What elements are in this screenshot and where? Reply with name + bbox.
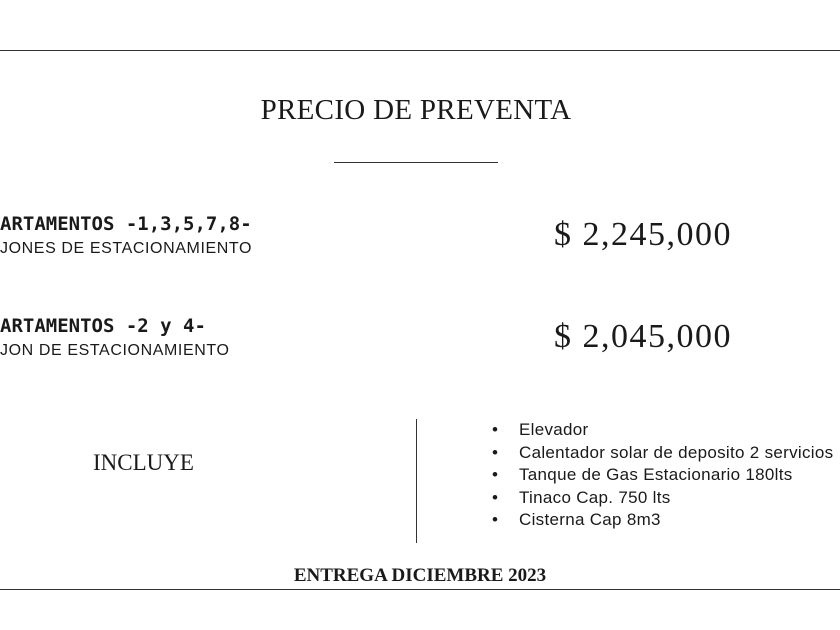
list-item <box>492 419 833 442</box>
bullet-icon: • <box>492 487 499 507</box>
feature-text: Tanque de Gas Estacionario 180lts <box>519 465 793 484</box>
includes-heading: INCLUYE <box>93 450 194 475</box>
list-item <box>492 442 833 465</box>
unit-detail-2: JON DE ESTACIONAMIENTO <box>0 342 230 359</box>
feature-text: Tinaco Cap. 750 lts <box>519 487 671 507</box>
features-list <box>492 419 833 532</box>
delivery-date: ENTREGA DICIEMBRE 2023 <box>293 565 547 586</box>
list-item <box>492 487 833 510</box>
list-item <box>492 464 833 487</box>
feature-text: Elevador <box>519 420 589 439</box>
unit-label-1: ARTAMENTOS -1,3,5,7,8- <box>0 213 252 235</box>
top-divider <box>0 50 840 51</box>
list-item <box>492 509 833 532</box>
unit-price-2: $ 2,045,000 <box>554 318 732 355</box>
feature-text: Cisterna Cap 8m3 <box>519 510 661 529</box>
title-underline <box>334 162 498 163</box>
includes-divider <box>416 419 417 543</box>
bullet-icon: • <box>492 420 499 439</box>
unit-label-2: ARTAMENTOS -2 y 4- <box>0 315 206 337</box>
bullet-icon: • <box>492 442 499 462</box>
bullet-icon: • <box>492 465 499 484</box>
unit-price-1: $ 2,245,000 <box>554 216 732 253</box>
bottom-divider <box>0 589 840 590</box>
page-title: PRECIO DE PREVENTA <box>260 94 572 126</box>
unit-detail-1: JONES DE ESTACIONAMIENTO <box>0 240 253 257</box>
feature-text: Calentador solar de deposito 2 servicios <box>519 442 834 462</box>
bullet-icon: • <box>492 510 499 529</box>
